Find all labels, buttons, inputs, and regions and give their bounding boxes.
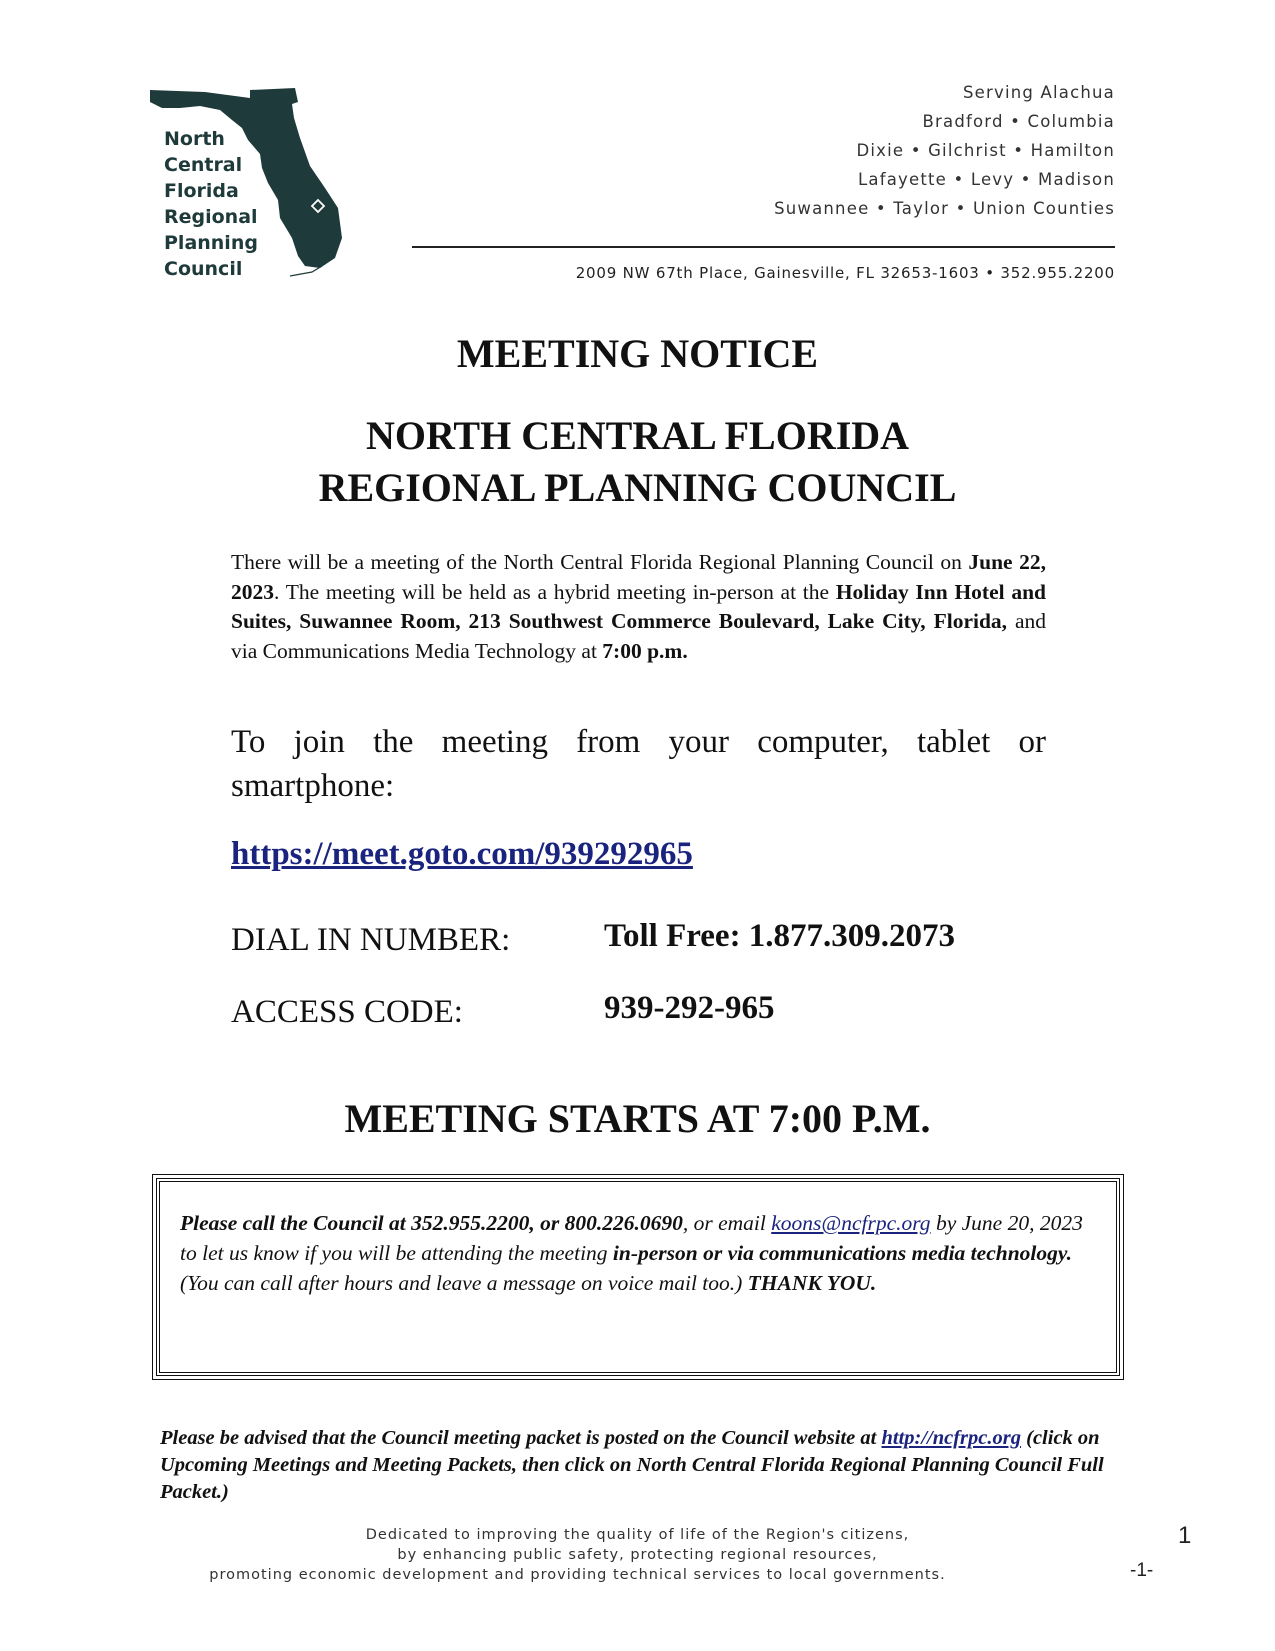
- council-logo: [150, 88, 360, 288]
- rsvp-fragment: (You can call after hours and leave a message on voice mail too.): [180, 1271, 748, 1295]
- header-divider: [412, 246, 1115, 248]
- intro-text: There will be a meeting of the North Central Florida Regional Planning Council on: [231, 550, 969, 574]
- access-code: 939-292-965: [604, 990, 775, 1026]
- logo-line: Regional: [164, 206, 258, 228]
- access-code-label: ACCESS CODE:: [231, 994, 463, 1030]
- meeting-notice-heading: MEETING NOTICE: [456, 331, 819, 376]
- meeting-location: Holiday Inn Hotel and Suites, Suwannee Room, 213 Southwest Commerce Boulevard, Lake City, Florida,: [231, 579, 1046, 633]
- footer-line: by enhancing public safety, protecting regional resources,: [397, 1547, 878, 1563]
- serving-line: Bradford • Columbia: [922, 112, 1115, 131]
- organization-title-line2: REGIONAL PLANNING COUNCIL: [318, 465, 957, 510]
- page-number: 1: [1178, 1522, 1192, 1549]
- serving-line: Serving Alachua: [962, 83, 1115, 102]
- organization-title: [0, 410, 1275, 514]
- serving-line: Dixie • Gilchrist • Hamilton: [856, 141, 1115, 160]
- logo-line: Planning: [164, 232, 258, 254]
- dial-in-label: DIAL IN NUMBER:: [231, 922, 511, 958]
- intro-text: and via Communications Media Technology at: [231, 609, 1046, 663]
- serving-line: Suwannee • Taylor • Union Counties: [774, 199, 1115, 218]
- page-marker: -1-: [1130, 1560, 1154, 1581]
- serving-line: Lafayette • Levy • Madison: [857, 170, 1115, 189]
- meeting-time: 7:00 p.m.: [602, 638, 688, 663]
- footer-line: promoting economic development and providing technical services to local governments.: [209, 1567, 946, 1583]
- organization-title-line1: NORTH CENTRAL FLORIDA: [365, 413, 910, 458]
- rsvp-notice-box: [156, 1178, 1120, 1376]
- dial-in-number: Toll Free: 1.877.309.2073: [604, 918, 956, 954]
- rsvp-email-link[interactable]: koons@ncfrpc.org: [771, 1211, 931, 1235]
- rsvp-phone: Please call the Council at 352.955.2200, or 800.226.0690: [180, 1211, 683, 1235]
- packet-notice: [160, 1425, 1115, 1506]
- join-instructions: To join the meeting from your computer, tablet or smartphone:: [231, 724, 1046, 804]
- meeting-description: [231, 548, 1046, 666]
- meeting-link[interactable]: https://meet.goto.com/939292965: [231, 836, 693, 872]
- logo-line: North: [164, 128, 225, 150]
- rsvp-fragment: , or email: [682, 1211, 772, 1235]
- footer-line: Dedicated to improving the quality of life of the Region's citizens,: [365, 1527, 910, 1543]
- council-website-link[interactable]: http://ncfrpc.org: [881, 1427, 1021, 1449]
- logo-line: Central: [164, 154, 243, 176]
- meeting-start-time: MEETING STARTS AT 7:00 P.M.: [344, 1096, 931, 1141]
- rsvp-text: [180, 1208, 1095, 1298]
- packet-text: (click on Upcoming Meetings and Meeting Packets, then click on North Central Florida Regional Planning Council Full Packet.): [160, 1427, 1104, 1503]
- rsvp-thanks: THANK YOU.: [747, 1271, 877, 1295]
- logo-line: Florida: [164, 180, 239, 202]
- packet-text: Please be advised that the Council meeting packet is posted on the Council website at: [160, 1427, 882, 1449]
- serving-counties: [774, 78, 1115, 223]
- intro-text: . The meeting will be held as a hybrid meeting in-person at the: [274, 579, 836, 604]
- logo-line: Council: [164, 258, 243, 280]
- rsvp-attendance-mode: in-person or via communications media technology.: [612, 1241, 1073, 1265]
- rsvp-fragment: by June 20, 2023 to let us know if you will be attending the meeting: [180, 1211, 1083, 1265]
- council-address: 2009 NW 67th Place, Gainesville, FL 32653-1603 • 352.955.2200: [575, 264, 1115, 282]
- footer-mission: [0, 1525, 1275, 1585]
- meeting-date: June 22, 2023: [231, 550, 1046, 604]
